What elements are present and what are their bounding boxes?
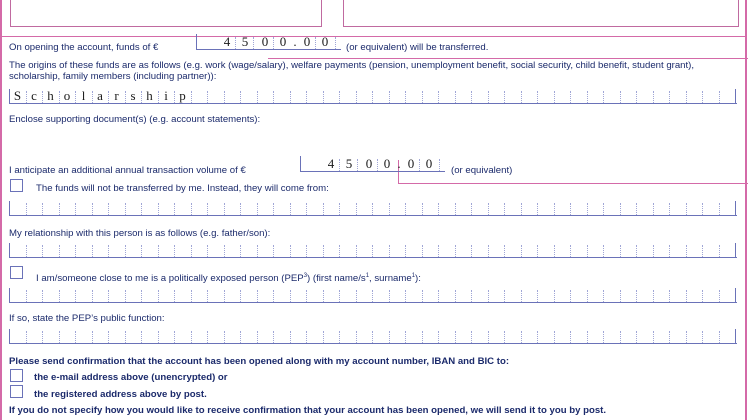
field-character: c <box>31 88 37 103</box>
section-divider-short <box>398 183 748 184</box>
field-character: r <box>114 88 119 103</box>
relationship-field[interactable] <box>9 243 737 258</box>
field-character: S <box>13 88 22 103</box>
annual-label: I anticipate an additional annual transaction volume of € <box>9 165 246 176</box>
pep-function-label: If so, state the PEP’s public function: <box>9 313 165 324</box>
funds-label: On opening the account, funds of € <box>9 42 159 53</box>
funds-amount-digit: 4 <box>223 34 231 49</box>
pep-function-field[interactable] <box>9 329 737 344</box>
annual-amount-digit: 4 <box>327 156 335 171</box>
field-character: o <box>63 88 71 103</box>
source-field[interactable] <box>9 201 737 216</box>
confirm-email-checkbox[interactable] <box>10 369 23 382</box>
annual-amount-digit: . <box>397 156 401 171</box>
field-character: h <box>146 88 153 103</box>
annual-label-after: (or equivalent) <box>451 165 513 176</box>
previous-field-left[interactable] <box>10 0 322 27</box>
field-character: p <box>179 88 186 103</box>
confirm-post-checkbox[interactable] <box>10 385 23 398</box>
origins-field[interactable] <box>9 89 737 104</box>
funds-label-after: (or equivalent) will be transferred. <box>346 42 489 53</box>
funds-amount-digit: 5 <box>241 34 249 49</box>
funds-amount-digit: 0 <box>321 34 329 49</box>
confirm-email-label: the e-mail address above (unencrypted) or <box>34 372 228 383</box>
pep-checkbox[interactable] <box>10 266 23 279</box>
not-transferred-checkbox[interactable] <box>10 179 23 192</box>
confirmation-heading: Please send confirmation that the account has been opened along with my account number, IBAN and BIC to: <box>9 356 510 367</box>
previous-field-right[interactable] <box>343 0 739 27</box>
funds-amount-digit: 0 <box>279 34 287 49</box>
funds-amount-field[interactable] <box>196 34 341 50</box>
funds-amount-digit: 0 <box>303 34 311 49</box>
funds-amount-digit: . <box>293 34 297 49</box>
field-character: s <box>130 88 136 103</box>
field-character: i <box>164 88 168 103</box>
annual-amount-digit: 0 <box>365 156 373 171</box>
annual-amount-digit: 0 <box>407 156 415 171</box>
annual-amount-digit: 5 <box>345 156 353 171</box>
section-divider-top <box>0 36 747 37</box>
field-character: l <box>81 88 86 103</box>
form-border-right <box>745 0 747 420</box>
annual-amount-digit: 0 <box>383 156 391 171</box>
funds-amount-digit: 0 <box>261 34 269 49</box>
confirmation-footer: If you do not specify how you would like to receive confirmation that your account has been opened, we will send it to you by post. <box>9 405 607 416</box>
confirm-post-label: the registered address above by post. <box>34 389 207 400</box>
origins-label: The origins of these funds are as follows (e.g. work (wage/salary), welfare payments (pension, unemployment benefit, social security, child benefit, student grant), scholarship, family members (including partner)): <box>9 60 695 82</box>
annual-amount-field[interactable] <box>300 156 445 172</box>
annual-amount-digit: 0 <box>425 156 433 171</box>
pep-label: I am/someone close to me is a politically exposed person (PEP$^3$) (first name/$s^1$, surname$^1$): <box>36 273 421 285</box>
field-character: a <box>97 88 103 103</box>
not-transferred-label: The funds will not be transferred by me. Instead, they will come from: <box>36 183 329 194</box>
documents-label: Enclose supporting document(s) (e.g. account statements): <box>9 114 261 125</box>
relationship-label: My relationship with this person is as follows (e.g. father/son): <box>9 228 271 239</box>
field-character: h <box>47 88 54 103</box>
section-divider-mid <box>268 58 748 59</box>
pep-name-field[interactable] <box>9 288 737 303</box>
form-border-left <box>0 0 2 420</box>
